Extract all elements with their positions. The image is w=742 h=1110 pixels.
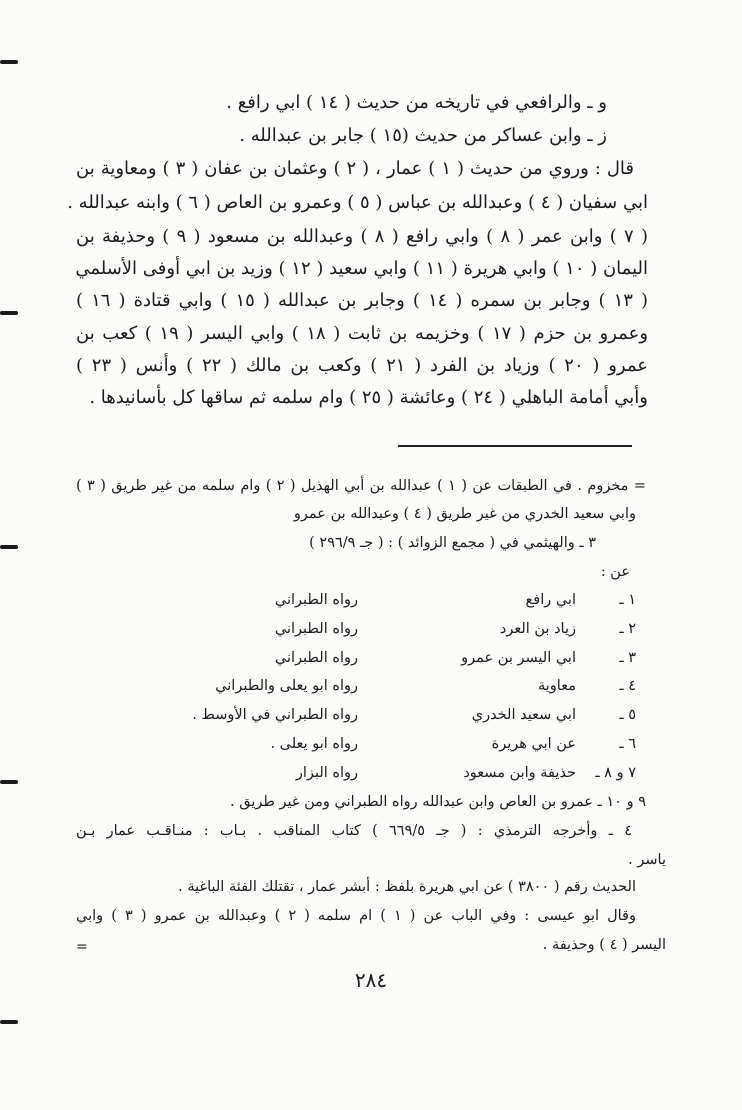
continuation-mark: = [76, 939, 88, 955]
table-row [492, 736, 576, 752]
narrator-source: رواه الطبراني في الأوسط . [192, 707, 358, 723]
footnote-separator [398, 445, 632, 447]
footnote-line: ٩ و ١٠ ـ عمرو بن العاص وابن عبدالله رواه الطبراني ومن غير طريق . [230, 794, 646, 810]
row-number: ٧ و ٨ ـ [595, 765, 636, 781]
narrator-name: ابي سعيد الخدري [471, 707, 576, 723]
edge-mark [0, 60, 18, 64]
narrator-name: عن ابي هريرة [491, 736, 576, 752]
table-row [619, 736, 636, 752]
edge-mark [0, 780, 18, 784]
narrator-source: رواه الطبراني [274, 621, 358, 637]
table-row [275, 592, 358, 608]
footnote-line: ٤ ـ وأخرجه الترمذي : ( جـ ٦٦٩/٥ ) كتاب المناقب . بـاب : منـاقـب عمار بـن [76, 823, 632, 839]
row-number: ١ ـ [619, 592, 636, 608]
table-row [275, 621, 358, 637]
footnote-line: ياسر . [628, 852, 666, 868]
row-number: ٢ ـ [619, 621, 636, 637]
footnote-line: وقال ابو عيسى : وفي الباب عن ( ١ ) ام سلمه ( ٢ ) وعبدالله بن عمرو ( ٣ ) وابي [76, 908, 636, 924]
row-number: ٥ ـ [619, 707, 636, 723]
main-line: اليمان ( ١٠ ) وابي هريرة ( ١١ ) وابي سعيد ( ١٢ ) وزيد بن ابي أوفى الأسلمي [75, 258, 648, 279]
edge-mark [0, 545, 18, 549]
main-line: وأبي أمامة الباهلي ( ٢٤ ) وعائشة ( ٢٥ ) وام سلمه ثم ساقها كل بأسانيدها . [89, 387, 648, 408]
edge-mark [0, 311, 18, 315]
main-line: وعمرو بن حزم ( ١٧ ) وخزيمه بن ثابت ( ١٨ ) وابي اليسر ( ١٩ ) كعب بن [76, 323, 649, 344]
table-row [619, 650, 636, 666]
main-line: ( ٧ ) وابن عمر ( ٨ ) وابي رافع ( ٨ ) وعبدالله بن مسعود ( ٩ ) وحذيفة بن [76, 226, 648, 247]
table-row [192, 707, 358, 723]
main-line: و ـ والرافعي في تاريخه من حديث ( ١٤ ) ابي رافع . [226, 92, 607, 113]
page-number: ٢٨٤ [354, 968, 388, 992]
table-row [538, 678, 576, 694]
narrator-name: معاوية [538, 678, 576, 694]
main-line: ابي سفيان ( ٤ ) وعبدالله بن عباس ( ٥ ) وعمرو بن العاص ( ٦ ) وابنه عبدالله . [67, 192, 648, 213]
main-line: ( ١٣ ) وجابر بن سمره ( ١٤ ) وجابر بن عبدالله ( ١٥ ) وابي قتادة ( ١٦ ) [76, 290, 649, 311]
footnote-line: = مخزوم . في الطبقات عن ( ١ ) عبدالله بن أبي الهذيل ( ٢ ) وام سلمه من غير طريق ( ٣ ) [76, 478, 646, 494]
footnote-line: وابي سعيد الخدري من غير طريق ( ٤ ) وعبدالله بن عمرو [293, 506, 636, 522]
table-row [296, 765, 358, 781]
table-row [619, 592, 636, 608]
main-line: عمرو ( ٢٠ ) وزياد بن الفرد ( ٢١ ) وكعب بن مالك ( ٢٢ ) وأنس ( ٢٣ ) [76, 355, 648, 376]
narrator-name: ابي اليسر بن عمرو [461, 650, 576, 666]
table-row [595, 765, 636, 781]
main-line: ز ـ وابن عساكر من حديث (١٥ ) جابر بن عبدالله . [239, 125, 607, 146]
table-row [526, 592, 576, 608]
table-row [463, 765, 576, 781]
footnote-line: عن : [600, 564, 630, 580]
table-row [619, 678, 636, 694]
row-number: ٣ ـ [619, 650, 636, 666]
table-row [215, 678, 358, 694]
narrator-name: حذيفة وابن مسعود [463, 765, 576, 781]
table-row [619, 707, 636, 723]
table-row [270, 736, 358, 752]
narrator-name: زياد بن العرد [499, 621, 576, 637]
row-number: ٦ ـ [619, 736, 636, 752]
table-row [472, 707, 576, 723]
narrator-source: رواه ابو يعلى والطبراني [215, 678, 358, 694]
main-line: قال : وروي من حديث ( ١ ) عمار ، ( ٢ ) وعثمان بن عفان ( ٣ ) ومعاوية بن [76, 158, 634, 179]
footnote-line: ٣ ـ والهيثمي في ( مجمع الزوائد ) : ( جـ ٢٩٦/٩ ) [309, 535, 596, 551]
narrator-source: رواه ابو يعلى . [270, 736, 358, 752]
narrator-source: رواه البزار [295, 765, 358, 781]
narrator-name: ابي رافع [525, 592, 576, 608]
table-row [275, 650, 358, 666]
footnote-line: اليسر ( ٤ ) وحذيفة . [542, 937, 666, 953]
narrator-source: رواه الطبراني [274, 592, 358, 608]
table-row [500, 621, 576, 637]
narrator-source: رواه الطبراني [274, 650, 358, 666]
table-row [619, 621, 636, 637]
row-number: ٤ ـ [619, 678, 636, 694]
edge-mark [0, 1020, 18, 1024]
footnote-line: الحديث رقم ( ٣٨٠٠ ) عن ابي هريرة بلفظ : أبشر عمار ، تقتلك الفئة الباغية . [178, 879, 636, 895]
table-row [461, 650, 576, 666]
